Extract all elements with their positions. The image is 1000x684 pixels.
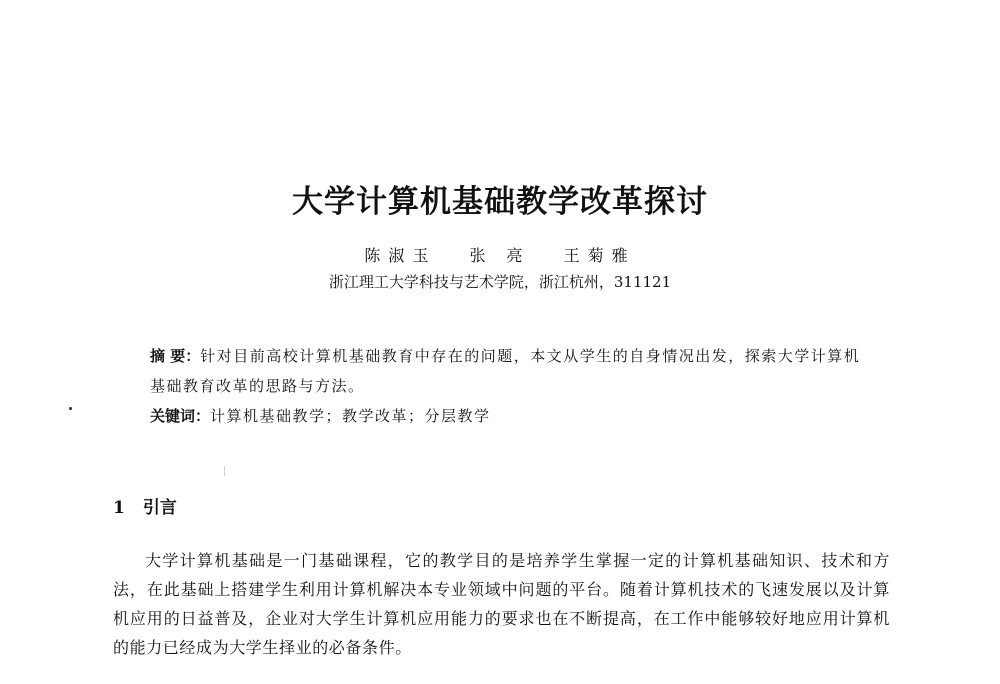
author-name: 张 亮 bbox=[469, 246, 531, 265]
author-affiliation: 浙江理工大学科技与艺术学院，浙江杭州，311121 bbox=[328, 273, 672, 291]
scan-artifact bbox=[224, 466, 225, 476]
author-list bbox=[0, 243, 1000, 266]
abstract-block bbox=[150, 341, 870, 431]
scan-speck bbox=[69, 407, 72, 410]
keywords-line bbox=[150, 401, 870, 431]
keywords-text: 计算机基础教学；教学改革；分层教学 bbox=[210, 407, 491, 425]
section-title: 引言 bbox=[142, 498, 177, 518]
keywords-label: 关键词： bbox=[150, 407, 211, 425]
author-name: 王菊雅 bbox=[563, 246, 636, 265]
abstract-paragraph bbox=[150, 341, 870, 401]
paper-title: 大学计算机基础教学改革探讨 bbox=[292, 184, 708, 220]
section-number: 1 bbox=[113, 498, 125, 518]
author-name: 陈淑玉 bbox=[364, 246, 437, 265]
abstract-label: 摘 要： bbox=[150, 347, 201, 365]
section-heading bbox=[113, 493, 177, 518]
body-paragraph: 大学计算机基础是一门基础课程，它的教学目的是培养学生掌握一定的计算机基础知识、技术和方法，在此基础上搭建学生利用计算机解决本专业领域中问题的平台。随着计算机技术的飞速发展以及计算机应用的日益普及，企业对大学生计算机应用能力的要求也在不断提高，在工作中能够较好地应用计算机的能力已经成为大学生择业的必备条件。 bbox=[113, 551, 890, 657]
abstract-text: 针对目前高校计算机基础教育中存在的问题，本文从学生的自身情况出发，探索大学计算机基础教育改革的思路与方法。 bbox=[150, 347, 861, 395]
